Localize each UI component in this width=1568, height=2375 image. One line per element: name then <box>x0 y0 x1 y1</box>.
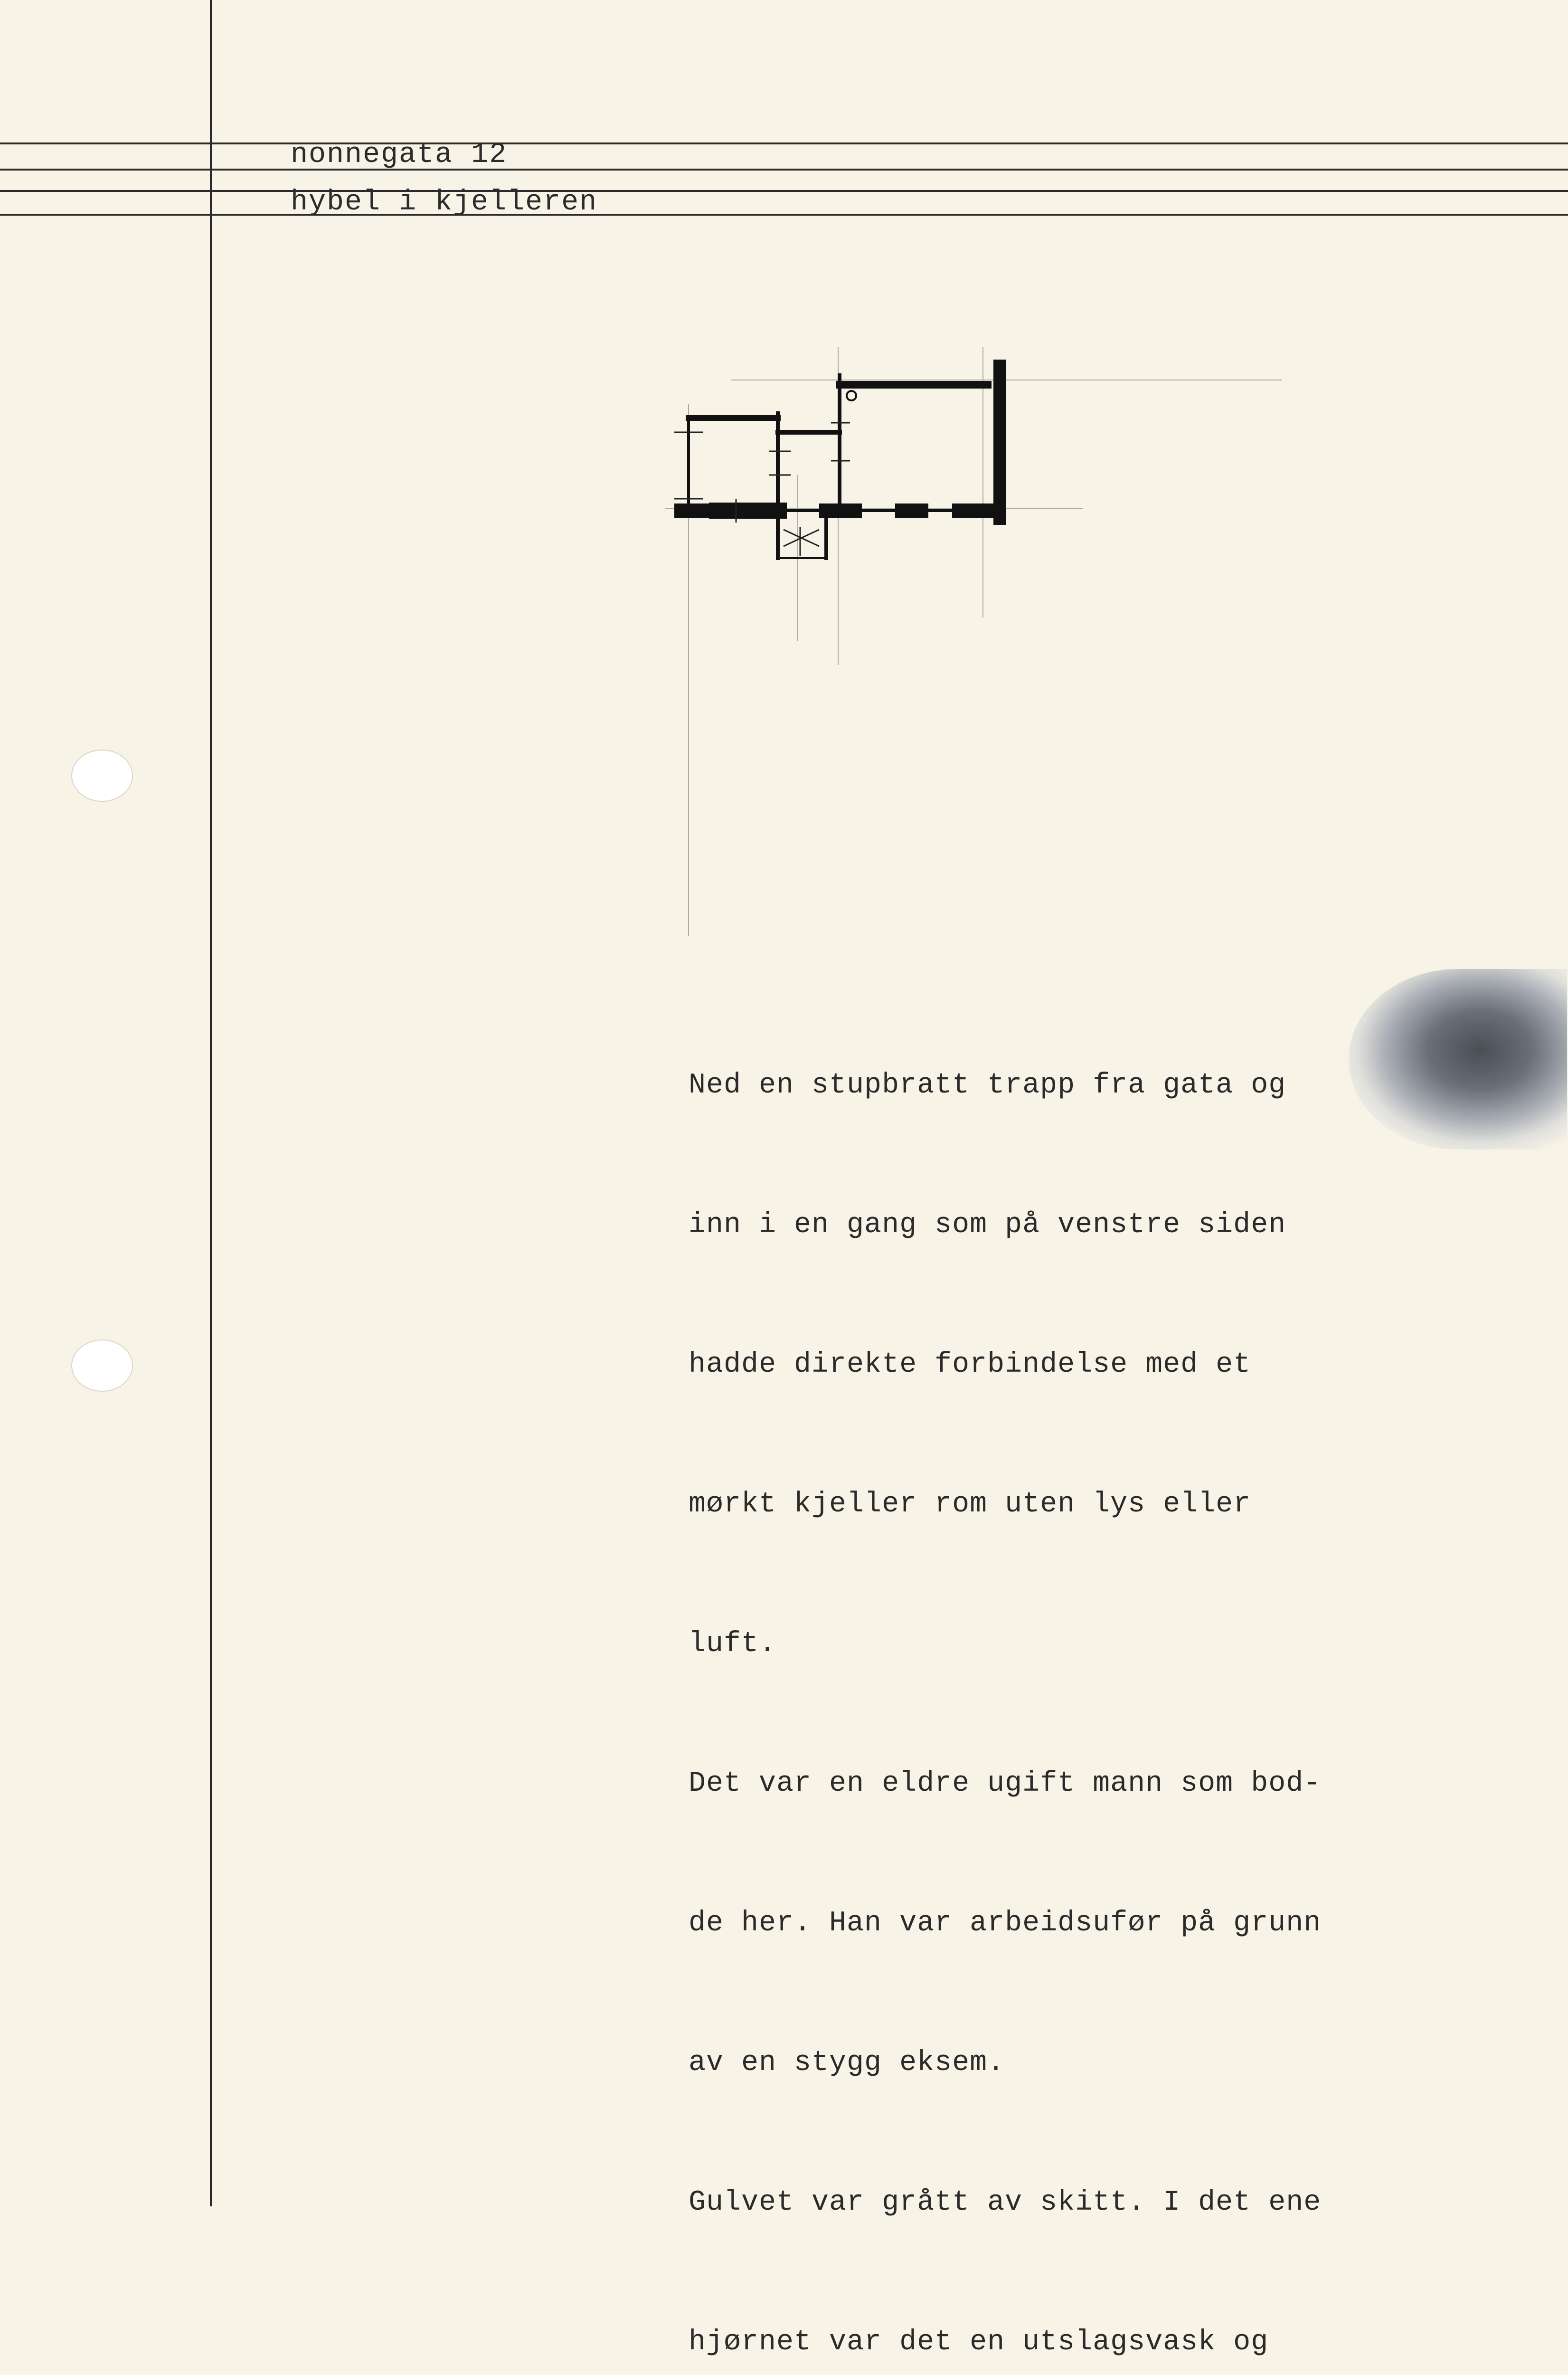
rule-line-1 <box>0 142 1568 144</box>
rule-line-3 <box>0 190 1568 192</box>
text-line: Det var en eldre ugift mann som bod- <box>689 1767 1322 1800</box>
text-line: Ned en stupbratt trapp fra gata og <box>689 1069 1286 1102</box>
text-line: av en stygg eksem. <box>689 2047 1005 2079</box>
punch-hole-top <box>71 750 133 802</box>
text-line: luft. <box>689 1628 777 1660</box>
text-line: hjørnet var det en utslagsvask og <box>689 2326 1269 2358</box>
left-margin-line <box>210 0 212 2206</box>
floor-plan-sketch <box>655 347 1301 955</box>
header-address: nonnegata 12 <box>291 139 508 171</box>
text-line: inn i en gang som på venstre siden <box>689 1209 1286 1241</box>
rule-line-2 <box>0 169 1568 171</box>
header-subtitle: hybel i kjelleren <box>291 186 598 218</box>
text-line: Gulvet var grått av skitt. I det ene <box>689 2186 1322 2219</box>
typed-body-text <box>689 969 1496 2375</box>
rule-line-4 <box>0 214 1568 216</box>
text-line: hadde direkte forbindelse med et <box>689 1349 1251 1381</box>
sink-symbol-icon <box>847 391 856 400</box>
punch-hole-bottom <box>71 1340 133 1392</box>
text-line: de her. Han var arbeidsufør på grunn <box>689 1907 1322 1939</box>
text-line: mørkt kjeller rom uten lys eller <box>689 1488 1251 1520</box>
